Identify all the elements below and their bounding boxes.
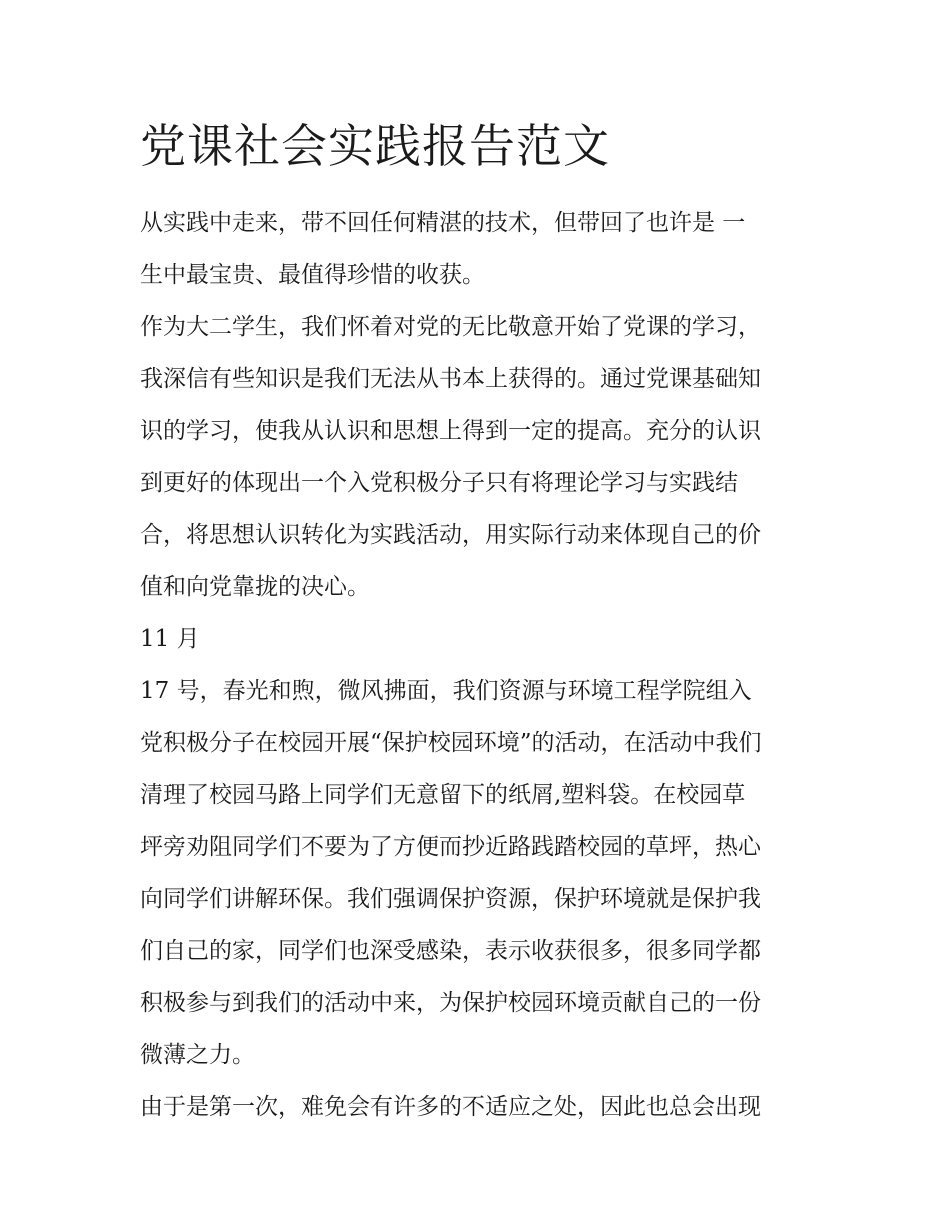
body-line: 生中最宝贵、最值得珍惜的收获。 <box>140 262 485 288</box>
body-line: 到更好的体现出一个入党积极分子只有将理论学习与实践结 <box>140 470 738 496</box>
body-line: 17 号，春光和煦，微风拂面，我们资源与环境工程学院组入 <box>140 678 752 704</box>
body-line: 向同学们讲解环保。我们强调保护资源，保护环境就是保护我 <box>140 886 761 912</box>
body-line: 值和向党靠拢的决心。 <box>140 574 370 600</box>
body-line: 合，将思想认识转化为实践活动，用实际行动来体现自己的价 <box>140 522 761 548</box>
body-line: 从实践中走来，带不回任何精湛的技术，但带回了也许是 一 <box>140 210 746 236</box>
body-line: 们自己的家，同学们也深受感染，表示收获很多，很多同学都 <box>140 938 761 964</box>
body-line: 微薄之力。 <box>140 1042 255 1068</box>
body-line: 积极参与到我们的活动中来，为保护校园环境贡献自己的一份 <box>140 990 761 1016</box>
body-line: 由于是第一次，难免会有许多的不适应之处，因此也总会出现 <box>140 1094 761 1120</box>
document-title: 党课社会实践报告范文 <box>140 119 610 173</box>
body-line: 作为大二学生，我们怀着对党的无比敬意开始了党课的学习， <box>140 314 761 340</box>
body-line: 清理了校园马路上同学们无意留下的纸屑,塑料袋。在校园草 <box>140 782 746 808</box>
body-line: 识的学习，使我从认识和思想上得到一定的提高。充分的认识 <box>140 418 761 444</box>
body-line: 我深信有些知识是我们无法从书本上获得的。通过党课基础知 <box>140 366 761 392</box>
body-line: 11 月 <box>140 626 200 652</box>
body-line: 党积极分子在校园开展“保护校园环境”的活动，在活动中我们 <box>140 730 762 756</box>
body-line: 坪旁劝阻同学们不要为了方便而抄近路践踏校园的草坪，热心 <box>140 834 761 860</box>
